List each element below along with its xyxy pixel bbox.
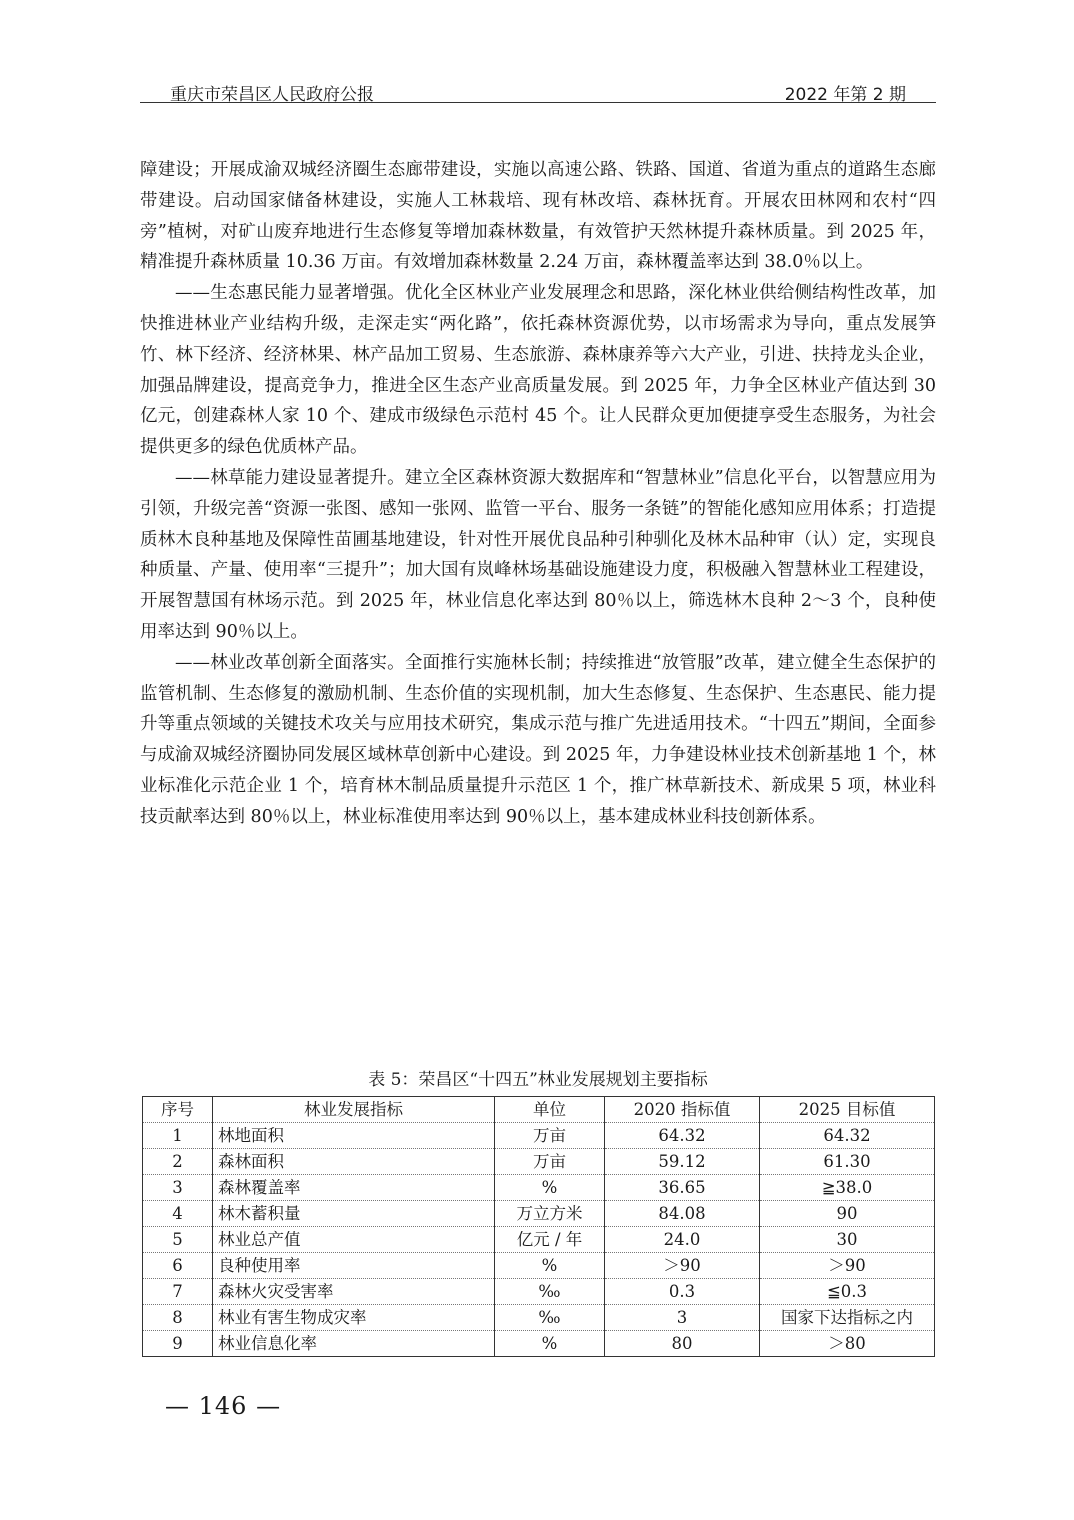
table-cell: 3	[143, 1175, 213, 1201]
table-row	[143, 1227, 935, 1253]
header-cell: 单位	[495, 1097, 605, 1123]
table-cell: ≧38.0	[760, 1175, 935, 1201]
table-cell: ‰	[495, 1279, 605, 1305]
table-cell: %	[495, 1331, 605, 1357]
table-header-row	[143, 1097, 935, 1123]
table-cell: 59.12	[605, 1149, 760, 1175]
table-cell: ‰	[495, 1305, 605, 1331]
table-row	[143, 1253, 935, 1279]
table-cell: ＞90	[605, 1253, 760, 1279]
paragraph: ——林草能力建设显著提升。建立全区森林资源大数据库和“智慧林业”信息化平台，以智慧应用为引领，升级完善“资源一张图、感知一张网、监管一平台、服务一条链”的智能化感知应用体系；打造提质林木良种基地及保障性苗圃基地建设，针对性开展优良品种引种驯化及林木品种审（认）定，实现良种质量、产量、使用率“三提升”；加大国有岚峰林场基础设施建设力度，积极融入智慧林业工程建设，开展智慧国有林场示范。到 2025 年，林业信息化率达到 80％以上，筛选林木良种 2～3 个，良种使用率达到 90％以上。	[140, 467, 936, 642]
header-divider	[140, 102, 936, 103]
table-cell: 84.08	[605, 1201, 760, 1227]
table-cell: 2	[143, 1149, 213, 1175]
paragraph: 障建设；开展成渝双城经济圈生态廊带建设，实施以高速公路、铁路、国道、省道为重点的道路生态廊带建设。启动国家储备林建设，实施人工林栽培、现有林改培、森林抚育。开展农田林网和农村“四旁”植树，对矿山废弃地进行生态修复等增加森林数量，有效管护天然林提升森林质量。到 2025 年，精准提升森林质量 10.36 万亩。有效增加森林数量 2.24 万亩，森林覆盖率达到 38.0％以上。	[140, 160, 936, 273]
table-cell: 森林火灾受害率	[213, 1279, 495, 1305]
table-row	[143, 1201, 935, 1227]
header-cell: 林业发展指标	[213, 1097, 495, 1123]
table-cell: 万亩	[495, 1149, 605, 1175]
table-cell: %	[495, 1175, 605, 1201]
table-cell: 7	[143, 1279, 213, 1305]
page-header	[140, 80, 936, 104]
table-cell: 80	[605, 1331, 760, 1357]
table-cell: 61.30	[760, 1149, 935, 1175]
table-row	[143, 1123, 935, 1149]
table-cell: 8	[143, 1305, 213, 1331]
table-cell: 36.65	[605, 1175, 760, 1201]
table-cell: 林业总产值	[213, 1227, 495, 1253]
paragraph: ——生态惠民能力显著增强。优化全区林业产业发展理念和思路，深化林业供给侧结构性改革，加快推进林业产业结构升级，走深走实“两化路”，依托森林资源优势，以市场需求为导向，重点发展笋竹、林下经济、经济林果、林产品加工贸易、生态旅游、森林康养等六大产业，引进、扶持龙头企业，加强品牌建设，提高竞争力，推进全区生态产业高质量发展。到 2025 年，力争全区林业产值达到 30 亿元，创建森林人家 10 个、建成市级绿色示范村 45 个。让人民群众更加便捷享受生态服务，为社会提供更多的绿色优质林产品。	[140, 283, 936, 458]
header-cell: 2025 目标值	[760, 1097, 935, 1123]
table-cell: 6	[143, 1253, 213, 1279]
table-cell: %	[495, 1253, 605, 1279]
table-cell: 9	[143, 1331, 213, 1357]
table-cell: 国家下达指标之内	[760, 1305, 935, 1331]
table-cell: 林地面积	[213, 1123, 495, 1149]
header-cell: 序号	[143, 1097, 213, 1123]
indicators-table	[142, 1096, 935, 1357]
table-row	[143, 1279, 935, 1305]
table-caption: 表 5：荣昌区“十四五”林业发展规划主要指标	[368, 1070, 708, 1090]
table-cell: 3	[605, 1305, 760, 1331]
table-cell: 1	[143, 1123, 213, 1149]
table-cell: 森林面积	[213, 1149, 495, 1175]
table-row	[143, 1175, 935, 1201]
page-number: — 146 —	[165, 1392, 282, 1420]
table-cell: 良种使用率	[213, 1253, 495, 1279]
paragraph: ——林业改革创新全面落实。全面推行实施林长制；持续推进“放管服”改革，建立健全生态保护的监管机制、生态修复的激励机制、生态价值的实现机制，加大生态修复、生态保护、生态惠民、能力提升等重点领域的关键技术攻关与应用技术研究，集成示范与推广先进适用技术。“十四五”期间，全面参与成渝双城经济圈协同发展区域林草创新中心建设。到 2025 年，力争建设林业技术创新基地 1 个，林业标准化示范企业 1 个，培育林木制品质量提升示范区 1 个，推广林草新技术、新成果 5 项，林业科技贡献率达到 80％以上，林业标准使用率达到 90％以上，基本建成林业科技创新体系。	[140, 652, 936, 827]
table-cell: 林木蓄积量	[213, 1201, 495, 1227]
table-cell: 90	[760, 1201, 935, 1227]
table-cell: 24.0	[605, 1227, 760, 1253]
table-cell: 森林覆盖率	[213, 1175, 495, 1201]
publication-title: 重庆市荣昌区人民政府公报	[170, 85, 374, 105]
table-row	[143, 1149, 935, 1175]
table-cell: 林业有害生物成灾率	[213, 1305, 495, 1331]
table-cell: 30	[760, 1227, 935, 1253]
issue-number: 2022 年第 2 期	[784, 85, 906, 105]
table-cell: ＞80	[760, 1331, 935, 1357]
table-cell: ＞90	[760, 1253, 935, 1279]
body-text	[140, 155, 936, 833]
table-cell: ≦0.3	[760, 1279, 935, 1305]
table-cell: 万亩	[495, 1123, 605, 1149]
table-cell: 64.32	[760, 1123, 935, 1149]
header-cell: 2020 指标值	[605, 1097, 760, 1123]
table-cell: 亿元 / 年	[495, 1227, 605, 1253]
table-cell: 万立方米	[495, 1201, 605, 1227]
table-cell: 64.32	[605, 1123, 760, 1149]
table-cell: 4	[143, 1201, 213, 1227]
table-cell: 0.3	[605, 1279, 760, 1305]
table-row	[143, 1305, 935, 1331]
table-cell: 林业信息化率	[213, 1331, 495, 1357]
table-cell: 5	[143, 1227, 213, 1253]
table-row	[143, 1331, 935, 1357]
